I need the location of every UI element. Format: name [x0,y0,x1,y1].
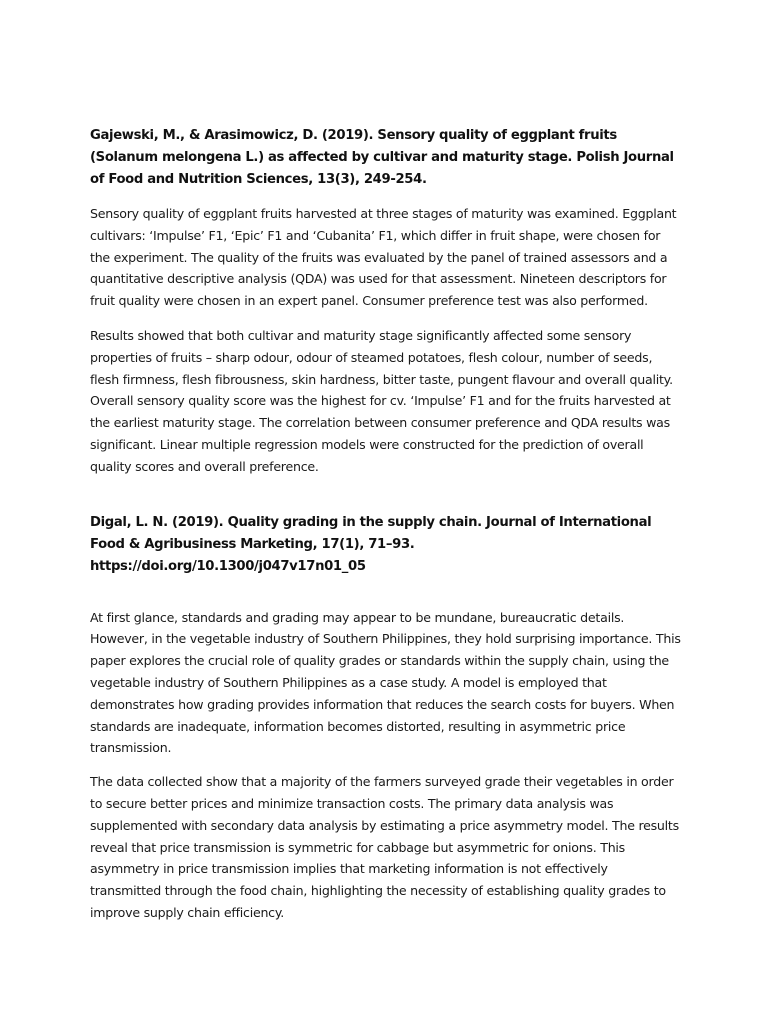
reference-citation-heading: Gajewski, M., & Arasimowicz, D. (2019). Sensory quality of eggplant fruits (Solanum melongena L.) as affected by cultivar and maturity stage. Polish Journal of Food and Nutrition Sciences, 13(3), 249-254. [90,128,674,187]
reference-entry-1 [90,125,682,478]
abstract-paragraph: At first glance, standards and grading may appear to be mundane, bureaucratic details. However, in the vegetable industry of Southern Philippines, they hold surprising importance. This paper explores the crucial role of quality grades or standards within the supply chain, using the vegetable industry of Southern Philippines as a case study. A model is employed that demonstrates how grading provides information that reduces the search costs for buyers. When standards are inadequate, information becomes distorted, resulting in asymmetric price transmission. [90,609,681,756]
abstract-paragraph: The data collected show that a majority of the farmers surveyed grade their vegetables in order to secure better prices and minimize transaction costs. The primary data analysis was supplemented with secondary data analysis by estimating a price asymmetry model. The results reveal that price transmission is symmetric for cabbage but asymmetric for onions. This asymmetry in price transmission implies that marketing information is not effectively transmitted through the food chain, highlighting the necessity of establishing quality grades to improve supply chain efficiency. [90,774,679,920]
abstract-paragraph: Sensory quality of eggplant fruits harvested at three stages of maturity was examined. Eggplant cultivars: ‘Impulse’ F1, ‘Epic’ F1 and ‘Cubanita’ F1, which differ in fruit shape, were chosen for the experiment. The quality of the fruits was evaluated by the panel of trained assessors and a quantitative descriptive analysis (QDA) was used for that assessment. Nineteen descriptors for fruit quality were chosen in an expert panel. Consumer preference test was also performed. [90,206,677,309]
reference-entry-2 [90,512,682,924]
reference-citation-heading: Digal, L. N. (2019). Quality grading in the supply chain. Journal of International Food & Agribusiness Marketing, 17(1), 71–93. https://doi.org/10.1300/j047v17n01_05 [90,514,652,574]
document-body [90,125,682,924]
abstract-paragraph: Results showed that both cultivar and maturity stage significantly affected some sensory properties of fruits – sharp odour, odour of steamed potatoes, flesh colour, number of seeds, flesh firmness, flesh fibrousness, skin hardness, bitter taste, pungent flavour and overall quality. Overall sensory quality score was the highest for cv. ‘Impulse’ F1 and for the fruits harvested at the earliest maturity stage. The correlation between consumer preference and QDA results was significant. Linear multiple regression models were constructed for the prediction of overall quality scores and overall preference. [90,327,673,474]
